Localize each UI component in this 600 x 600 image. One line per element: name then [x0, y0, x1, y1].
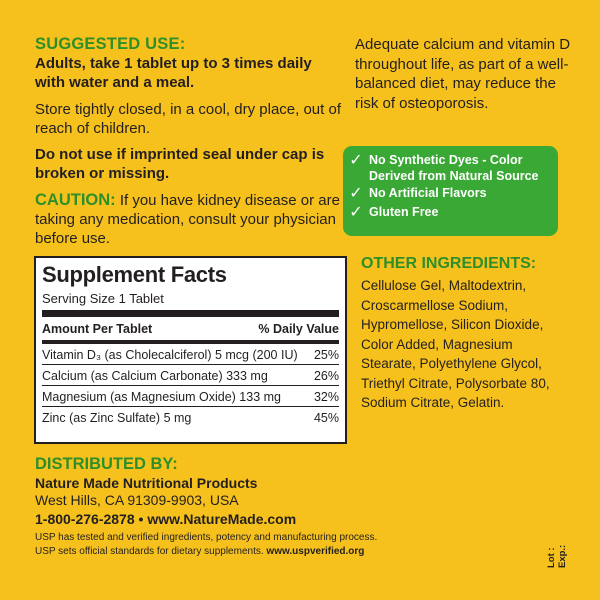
caution-heading: CAUTION: [35, 191, 116, 209]
serving-size: Serving Size 1 Tablet [42, 291, 339, 317]
usp-statement-1: USP has tested and verified ingredients, potency and manufacturing process. [35, 532, 378, 543]
nutrient-daily-value: 25% [313, 348, 339, 362]
nutrient-daily-value: 26% [313, 369, 339, 383]
amount-per-tablet-header: Amount Per Tablet [42, 322, 153, 336]
storage-instructions: Store tightly closed, in a cool, dry place, out of reach of children. [35, 101, 341, 137]
supplement-facts-panel [34, 256, 347, 444]
check-icon: ✓ [349, 185, 363, 202]
distributor-address: West Hills, CA 91309-9903, USA [35, 492, 239, 508]
lot-exp-area [536, 528, 568, 568]
daily-value-header: % Daily Value [258, 322, 339, 336]
caution-paragraph [35, 190, 345, 248]
badge-text: No Synthetic Dyes - Color Derived from Natural Source [369, 153, 539, 183]
suggested-use-directions: Adults, take 1 tablet up to 3 times daily with water and a meal. [35, 55, 312, 91]
badge-item [343, 204, 558, 222]
usp-website: www.uspverified.org [266, 546, 365, 557]
badge-text: Gluten Free [369, 205, 439, 219]
badge-panel [343, 146, 558, 236]
lot-label: Lot : [546, 547, 557, 568]
check-icon: ✓ [349, 152, 363, 169]
nutrient-name: Vitamin D₃ (as Cholecalciferol) 5 mcg (200 IU) [42, 348, 298, 362]
nutrient-row [42, 386, 339, 407]
nutrient-daily-value: 32% [313, 390, 339, 404]
usp-standards-text: USP sets official standards for dietary supplements. [35, 546, 267, 557]
distributor-contact: 1-800-276-2878 • www.NatureMade.com [35, 511, 297, 527]
nutrient-name: Calcium (as Calcium Carbonate) 333 mg [42, 369, 268, 383]
badge-item [343, 152, 558, 184]
nutrient-row [42, 365, 339, 386]
health-claim: Adequate calcium and vitamin D throughout life, as part of a well-balanced diet, may reduce the risk of osteoporosis. [355, 36, 571, 112]
check-icon: ✓ [349, 204, 363, 221]
nutrient-daily-value: 45% [313, 411, 339, 425]
suggested-use-heading: SUGGESTED USE: [35, 35, 186, 53]
usp-statement-2 [35, 546, 364, 557]
nutrient-name: Magnesium (as Magnesium Oxide) 133 mg [42, 390, 281, 404]
other-ingredients-list: Cellulose Gel, Maltodextrin, Croscarmellose Sodium, Hypromellose, Silicon Dioxide, Color Added, Magnesium Stearate, Polyethylene Glycol, Triethyl Citrate, Polysorbate 80, Sodium Citrate, Gelatin. [361, 278, 550, 411]
badge-text: No Artificial Flavors [369, 186, 487, 200]
supplement-facts-header [42, 317, 339, 344]
nutrient-row [42, 407, 339, 427]
badge-item [343, 185, 558, 203]
exp-label: Exp.: [557, 544, 568, 568]
other-ingredients-heading: OTHER INGREDIENTS: [361, 255, 537, 272]
distributed-by-heading: DISTRIBUTED BY: [35, 455, 178, 473]
nutrient-row [42, 344, 339, 365]
seal-warning: Do not use if imprinted seal under cap is broken or missing. [35, 146, 325, 182]
supplement-facts-title: Supplement Facts [42, 262, 227, 287]
caution-text: If you have kidney disease or are taking any medication, consult your physician before use. [35, 192, 340, 247]
distributor-name: Nature Made Nutritional Products [35, 475, 258, 491]
nutrient-name: Zinc (as Zinc Sulfate) 5 mg [42, 411, 192, 425]
